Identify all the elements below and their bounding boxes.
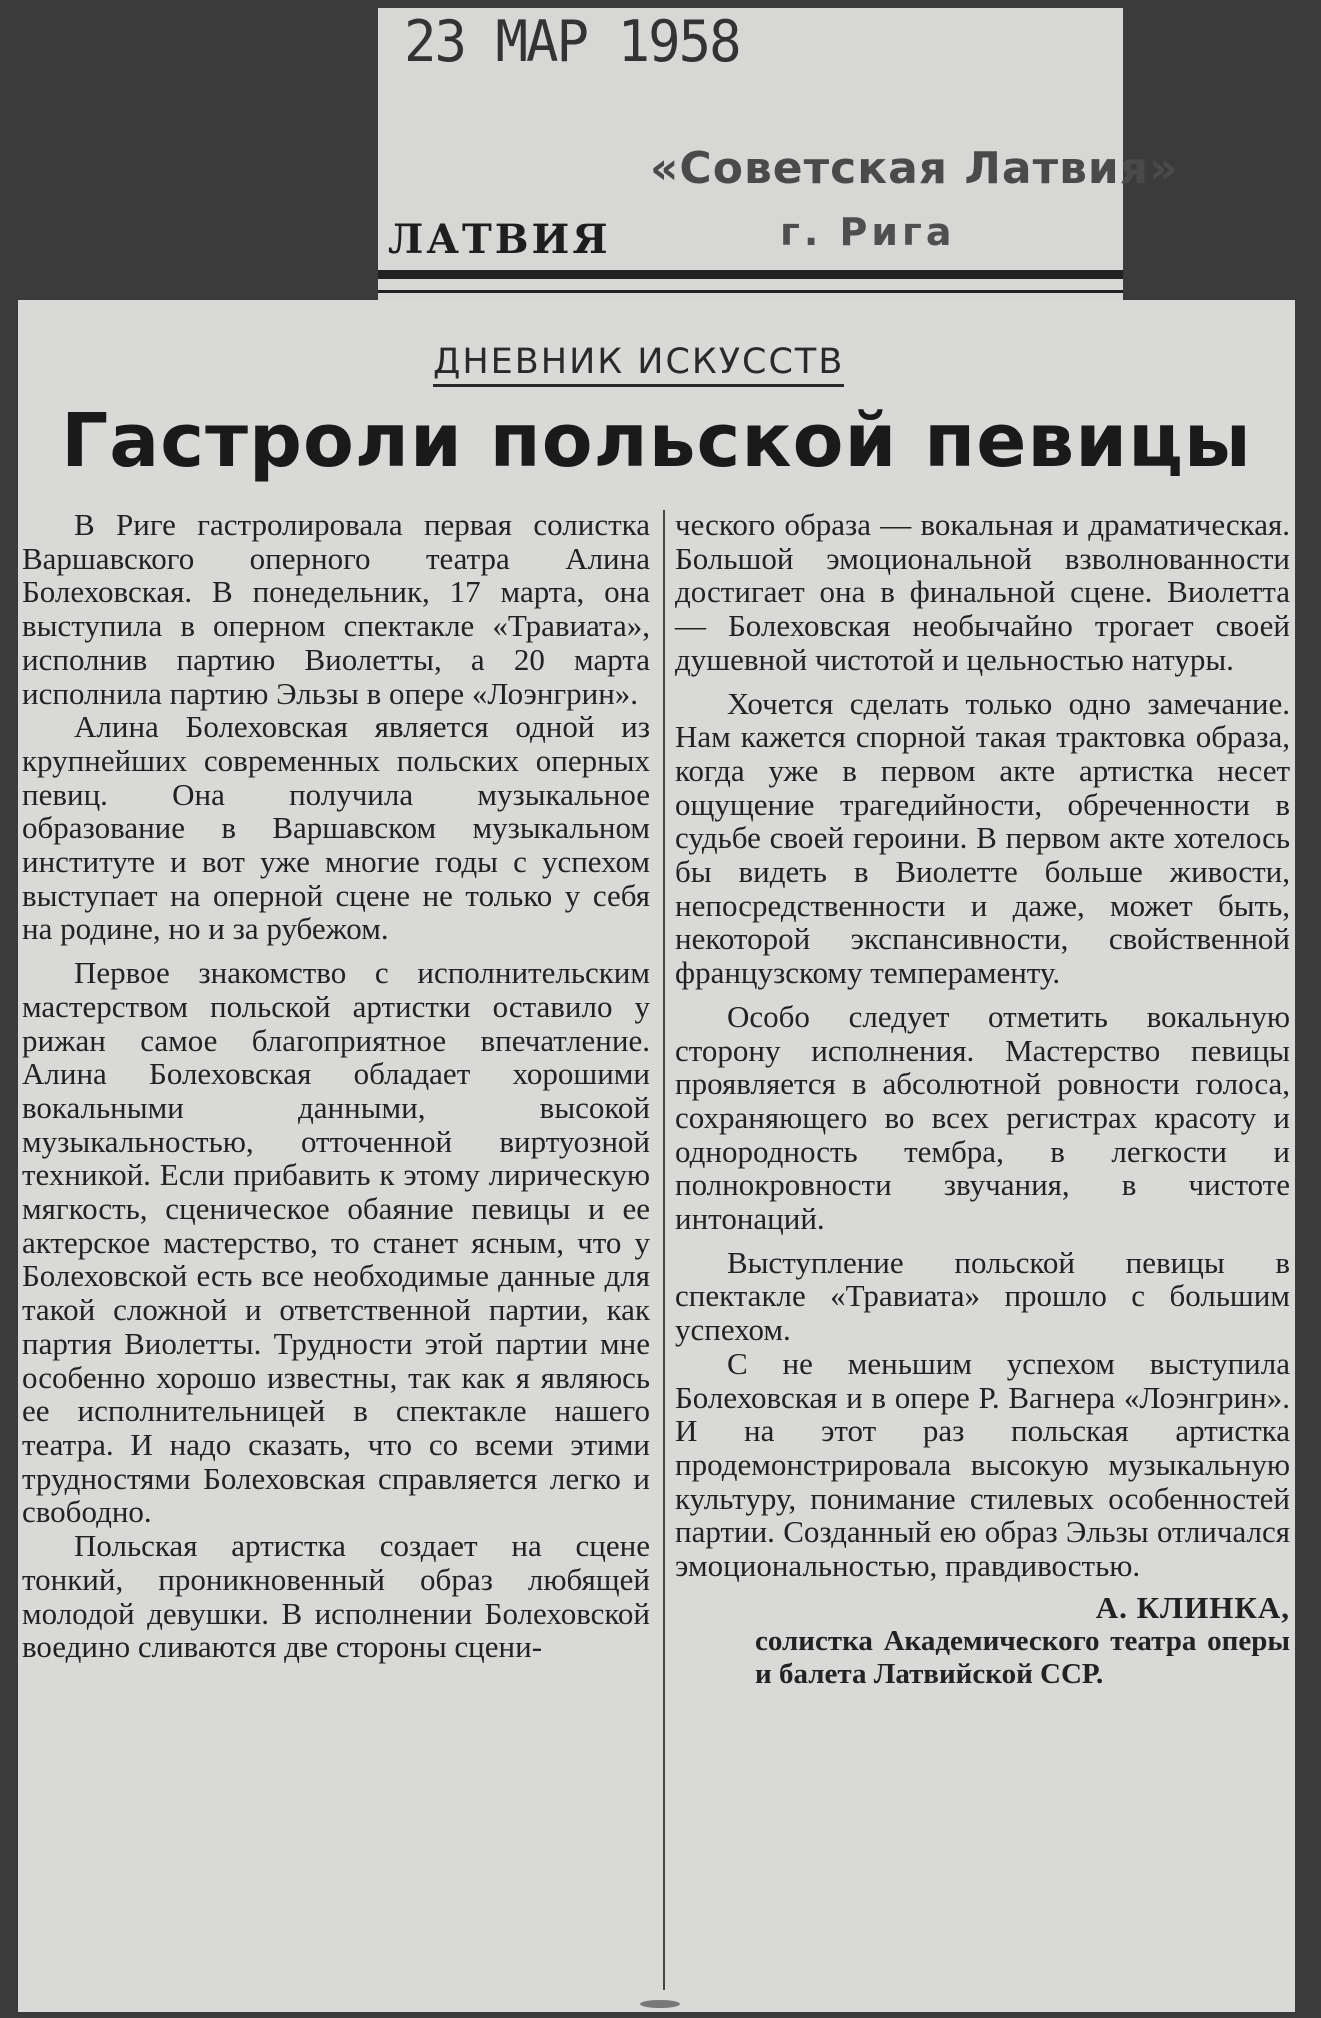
- paragraph: Польская артистка создает на сцене тонкий, проникновенный образ любящей молодой девушки. В исполнении Болеховской воедино сливаются две стороны сцени-: [22, 1528, 650, 1665]
- stamp-city: г. Рига: [780, 210, 956, 254]
- paragraph: Хочется сделать только одно замечание. Нам кажется спорной такая трактовка образа, когда уже в первом акте артистка несет ощущение трагедийности, обреченности в судьбе своей героини. В первом акте хотелось бы видеть в Виолетте больше живости, непосредственности и даже, может быть, некоторой экспансивности, свойственной французскому темпераменту.: [675, 685, 1290, 991]
- paragraph: С не меньшим успехом выступила Болеховская и в опере Р. Вагнера «Лоэнгрин». И на этот раз польская артистка продемонстрировала высокую музыкальную культуру, понимание стилевых особенностей партии. Созданный ею образ Эльзы отличался эмоциональностью, правдивостью.: [675, 1345, 1290, 1584]
- article-column-right: [675, 508, 1290, 1692]
- article-column-left: [18, 508, 650, 1664]
- author-title: солистка Академического театра оперы и балета Латвийской ССР.: [755, 1624, 1290, 1691]
- paragraph: Выступление польской певицы в спектакле «Травиата» прошло с большим успехом.: [675, 1244, 1290, 1348]
- newspaper-clipping: [18, 300, 1295, 2012]
- archive-stamp-card: [378, 8, 1179, 308]
- paper-mark: [640, 2000, 680, 2008]
- stamp-date: 23 МАР 1958: [404, 8, 740, 75]
- author-signature: А. КЛИНКА,: [1095, 1589, 1290, 1625]
- article-headline: Гастроли польской певицы: [61, 398, 1252, 484]
- newspaper-masthead-fragment: ЛАТВИЯ: [388, 216, 611, 263]
- stamp-newspaper-name: «Советская Латвия»: [650, 143, 1179, 194]
- paragraph: Особо следует отметить вокальную сторону исполнения. Мастерство певицы проявляется в абсолютной ровности голоса, сохраняющего во всех регистрах красоту и однородность тембра, в легкости и полнокровности звучания, в чистоте интонаций.: [675, 998, 1290, 1237]
- paragraph: В Риге гастролировала первая солистка Варшавского оперного театра Алина Болеховская. В понедельник, 17 марта, она выступила в оперном спектакле «Травиата», исполнив партию Виолетты, а 20 марта исполнила партию Эльзы в опере «Лоэнгрин».: [22, 507, 650, 711]
- paragraph: Алина Болеховская является одной из крупнейших современных польских оперных певиц. Она получила музыкальное образование в Варшавском музыкальном институте и вот уже многие годы с успехом выступает на оперной сцене не только у себя на родине, но и за рубежом.: [22, 709, 650, 947]
- paragraph: ческого образа — вокальная и драматическая. Большой эмоциональной взволнованности достигает она в финальной сцене. Виолетта — Болеховская необычайно трогает своей душевной чистотой и цельностью натуры.: [675, 507, 1290, 677]
- masthead-rule-thick: [378, 270, 1123, 279]
- column-divider: [663, 510, 665, 1990]
- masthead-rule-thin: [378, 290, 1123, 293]
- section-rubric: ДНЕВНИК ИСКУССТВ: [433, 342, 844, 387]
- paragraph: Первое знакомство с исполнительским мастерством польской артистки оставило у рижан самое благоприятное впечатление. Алина Болеховская обладает хорошими вокальными данными, высокой музыкальностью, отточенной виртуозной техникой. Если прибавить к этому лирическую мягкость, сценическое обаяние певицы и ее актерское мастерство, то станет ясным, что у Болеховской есть все необходимые данные для такой сложной и ответственной партии, как партия Виолетты. Трудности этой партии мне особенно хорошо известны, так как я являюсь ее исполнительницей в спектакле нашего театра. И надо сказать, что со всеми этими трудностями Болеховская справляется легко и свободно.: [22, 955, 650, 1530]
